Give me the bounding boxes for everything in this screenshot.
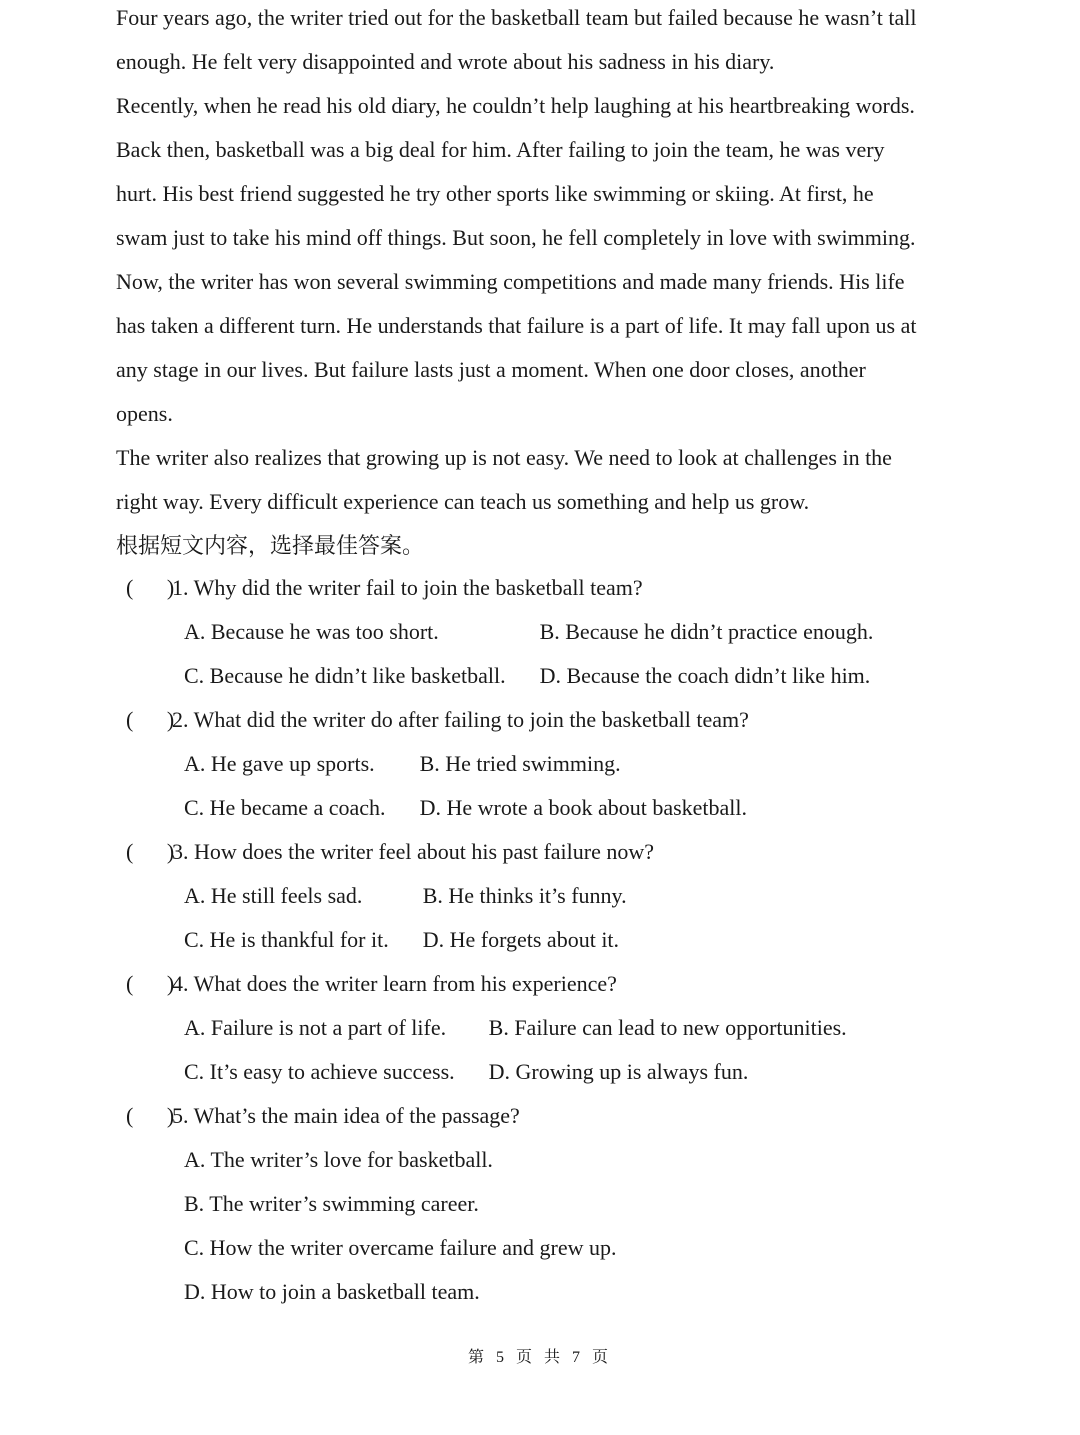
question-instruction: 根据短文内容，选择最佳答案。 (116, 533, 425, 558)
option-row (116, 610, 966, 654)
answer-option: C. It’s easy to achieve success. (184, 1059, 455, 1084)
option-row (116, 1270, 966, 1314)
question-stem (116, 698, 966, 742)
question-stem (116, 566, 966, 610)
passage-line: Now, the writer has won several swimming competitions and made many friends. His life (116, 269, 905, 294)
passage-line: Back then, basketball was a big deal for him. After failing to join the team, he was very (116, 137, 885, 162)
passage-line: right way. Every difficult experience can teach us something and help us grow. (116, 489, 810, 514)
answer-blank[interactable]: ( ) (126, 839, 189, 864)
question-text: 5. What’s the main idea of the passage? (172, 1103, 520, 1128)
answer-option: B. He tried swimming. (419, 751, 621, 776)
answer-option: C. He is thankful for it. (184, 927, 389, 952)
question-stem (116, 830, 966, 874)
passage-line: The writer also realizes that growing up is not easy. We need to look at challenges in the (116, 445, 892, 470)
question-text: 2. What did the writer do after failing to join the basketball team? (172, 707, 749, 732)
answer-option: C. He became a coach. (184, 795, 386, 820)
passage-line: opens. (116, 401, 173, 426)
answer-option: D. He wrote a book about basketball. (419, 795, 748, 820)
answer-option: A. Failure is not a part of life. (184, 1015, 447, 1040)
passage-line: hurt. His best friend suggested he try other sports like swimming or skiing. At first, he (116, 181, 874, 206)
option-row (116, 1138, 966, 1182)
option-row (116, 1050, 966, 1094)
option-row (116, 1226, 966, 1270)
answer-option: D. Growing up is always fun. (488, 1059, 749, 1084)
answer-option: A. The writer’s love for basketball. (184, 1147, 493, 1172)
answer-option: A. He gave up sports. (184, 751, 375, 776)
answer-option: B. Because he didn’t practice enough. (539, 619, 874, 644)
question-stem (116, 962, 966, 1006)
passage-line: any stage in our lives. But failure lasts just a moment. When one door closes, another (116, 357, 866, 382)
question-text: 4. What does the writer learn from his experience? (172, 971, 617, 996)
question-list (116, 566, 966, 1314)
answer-option: A. Because he was too short. (184, 619, 439, 644)
answer-option: D. How to join a basketball team. (184, 1279, 480, 1304)
answer-blank[interactable]: ( ) (126, 1103, 189, 1128)
question-text: 1. Why did the writer fail to join the basketball team? (172, 575, 643, 600)
answer-option: C. How the writer overcame failure and grew up. (184, 1235, 617, 1260)
passage-line: swam just to take his mind off things. But soon, he fell completely in love with swimming. (116, 225, 916, 250)
option-row (116, 742, 966, 786)
passage-line: enough. He felt very disappointed and wrote about his sadness in his diary. (116, 49, 775, 74)
passage-line: has taken a different turn. He understands that failure is a part of life. It may fall upon us at (116, 313, 917, 338)
passage-line: Four years ago, the writer tried out for the basketball team but failed because he wasn’t tall (116, 5, 917, 30)
answer-option: B. Failure can lead to new opportunities. (488, 1015, 847, 1040)
answer-option: A. He still feels sad. (184, 883, 363, 908)
question-stem (116, 1094, 966, 1138)
option-row (116, 918, 966, 962)
answer-option: C. Because he didn’t like basketball. (184, 663, 506, 688)
option-row (116, 786, 966, 830)
option-row (116, 1182, 966, 1226)
answer-option: B. The writer’s swimming career. (184, 1191, 479, 1216)
option-row (116, 1006, 966, 1050)
answer-blank[interactable]: ( ) (126, 575, 189, 600)
page-number: 第 5 页 共 7 页 (467, 1349, 612, 1366)
answer-option: D. He forgets about it. (422, 927, 620, 952)
reading-passage (116, 0, 966, 568)
answer-blank[interactable]: ( ) (126, 971, 189, 996)
passage-line: Recently, when he read his old diary, he couldn’t help laughing at his heartbreaking words. (116, 93, 915, 118)
option-row (116, 654, 966, 698)
question-text: 3. How does the writer feel about his past failure now? (172, 839, 655, 864)
answer-blank[interactable]: ( ) (126, 707, 189, 732)
answer-option: D. Because the coach didn’t like him. (539, 663, 871, 688)
option-row (116, 874, 966, 918)
answer-option: B. He thinks it’s funny. (422, 883, 627, 908)
